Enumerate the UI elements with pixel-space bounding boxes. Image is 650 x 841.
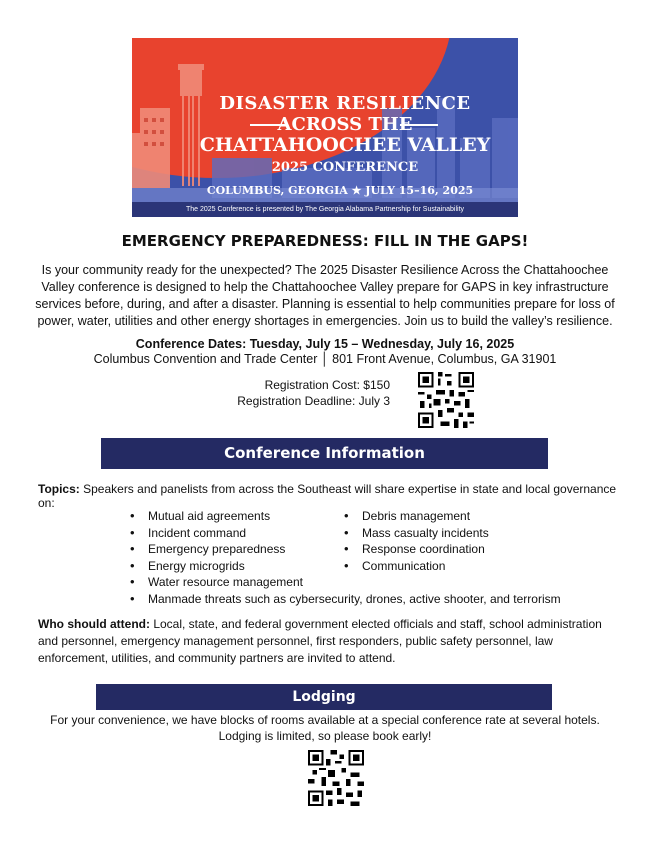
intro-paragraph: Is your community ready for the unexpected? The 2025 Disaster Resilience Across the Chattahoochee Valley conference is designed to help the Chattahoochee Valley prepare for GAPS in key infrastructure services before, during, and after a disaster. Planning is essential to help communities prepare for loss of power, water, utilities and other energy shortages in emergencies. Join us to build the valley’s resilience. — [35, 263, 615, 328]
banner-presenter-strip: The 2025 Conference is presented by The Georgia Alabama Partnership for Sustainability — [132, 202, 518, 217]
banner-title-line-2: ACROSS THE — [277, 114, 413, 135]
list-item: • Debris management — [344, 508, 489, 525]
list-item: • Mutual aid agreements — [130, 508, 561, 525]
lodging-paragraph: For your convenience, we have blocks of rooms available at a special conference rate at several hotels. Lodging is limited, so please book early! — [50, 713, 600, 743]
registration-cost: Registration Cost: $150 — [264, 378, 390, 392]
topics-label: Topics: — [38, 482, 80, 496]
lodging-heading: Lodging — [96, 684, 552, 710]
topics-list-right — [344, 508, 489, 574]
conference-information-heading: Conference Information — [101, 438, 548, 469]
conference-dates: Conference Dates: Tuesday, July 15 – Wednesday, July 16, 2025 — [135, 337, 515, 351]
list-item: • Mass casualty incidents — [344, 525, 489, 542]
page-headline: EMERGENCY PREPAREDNESS: FILL IN THE GAPS! — [121, 232, 529, 250]
registration-deadline: Registration Deadline: July 3 — [237, 394, 390, 408]
who-label: Who should attend: — [38, 617, 150, 631]
banner-title-line-3: CHATTAHOOCHEE VALLEY — [199, 134, 491, 156]
who-text: Local, state, and federal government elected officials and staff, school administration and personnel, emergency management personnel, first responders, public safety personnel, law enforcement, utilities, and community partners are invited to attend. — [38, 617, 602, 665]
banner-location-dates: COLUMBUS, GEORGIA ★ JULY 15–16, 2025 — [206, 184, 474, 197]
lodging-qr-code-icon[interactable] — [308, 750, 364, 806]
conference-venue: Columbus Convention and Trade Center │ 801 Front Avenue, Columbus, GA 31901 — [93, 352, 557, 366]
list-item: • Energy microgrids — [130, 558, 561, 575]
registration-qr-code-icon[interactable] — [418, 372, 474, 428]
list-item: • Communication — [344, 558, 489, 575]
banner-conference-year: 2025 CONFERENCE — [271, 160, 419, 175]
list-item: • Emergency preparedness — [130, 541, 561, 558]
topics-text: Speakers and panelists from across the Southeast will share expertise in state and local governance on: — [38, 482, 617, 510]
who-should-attend — [38, 616, 618, 667]
list-item: • Manmade threats such as cybersecurity, drones, active shooter, and terrorism — [130, 591, 561, 608]
banner-title-line-1: DISASTER RESILIENCE — [219, 93, 471, 114]
conference-banner — [132, 38, 518, 217]
list-item: • Water resource management — [130, 574, 561, 591]
list-item: • Response coordination — [344, 541, 489, 558]
registration-info — [228, 377, 390, 409]
list-item: • Incident command — [130, 525, 561, 542]
topics-intro — [38, 482, 628, 510]
